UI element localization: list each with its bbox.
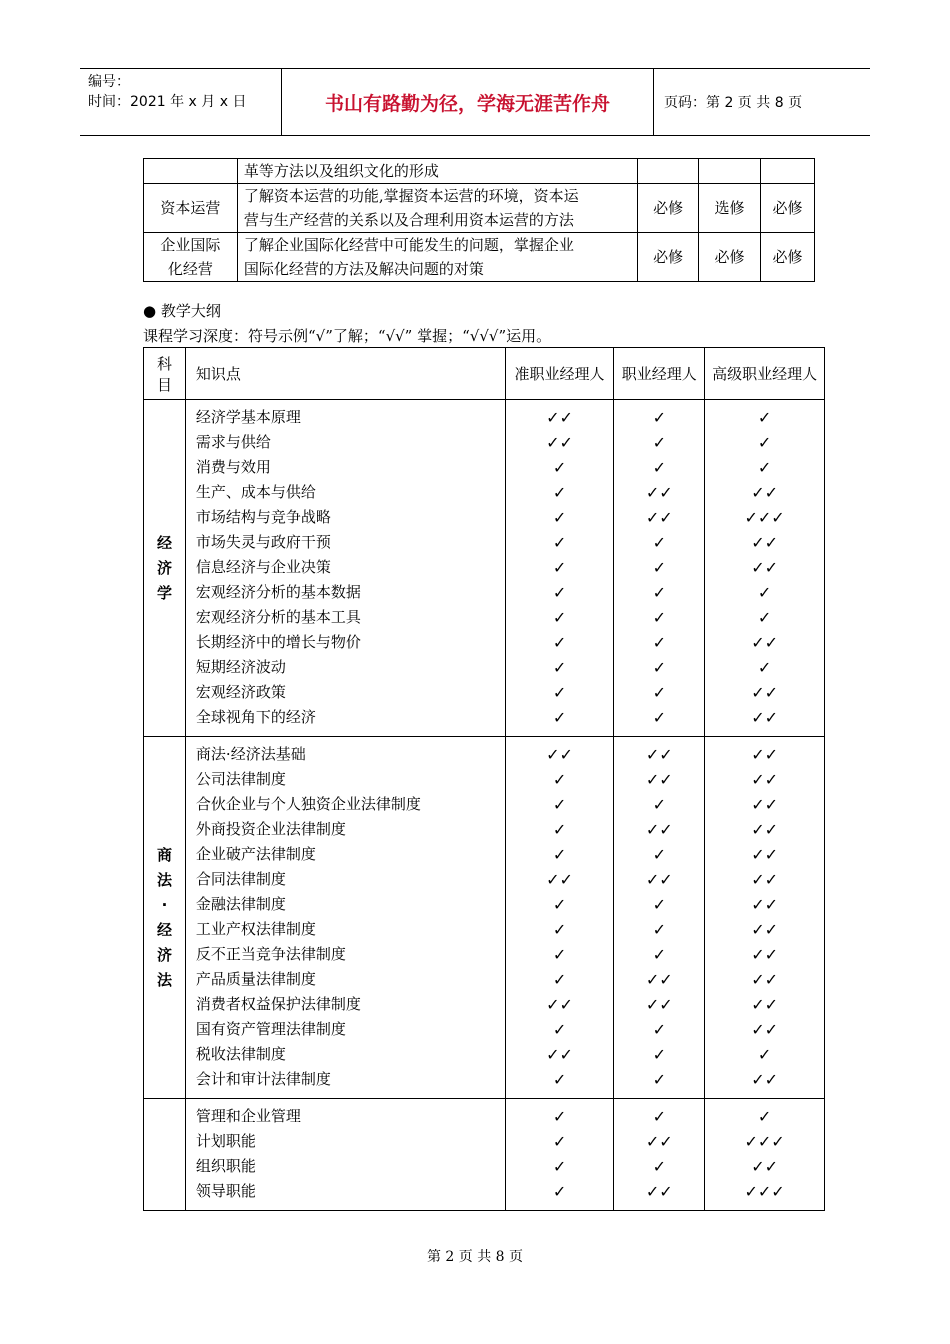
depth-mark: ✓: [552, 945, 567, 964]
column-header-senior-manager: 高级职业经理人: [705, 348, 825, 400]
depth-mark: ✓✓✓: [744, 508, 785, 527]
depth-mark: ✓: [652, 1020, 666, 1039]
depth-mark: ✓✓: [751, 533, 778, 552]
knowledge-point: 经济学基本原理: [195, 408, 301, 426]
depth-mark-column: [614, 1099, 705, 1211]
depth-mark: ✓✓: [645, 745, 673, 764]
knowledge-point: 宏观经济分析的基本工具: [195, 608, 361, 626]
depth-mark: ✓✓: [546, 745, 573, 764]
depth-mark: ✓: [652, 708, 666, 727]
depth-mark: ✓: [652, 658, 666, 677]
requirement-cell: [638, 159, 699, 184]
knowledge-point: 工业产权法律制度: [195, 920, 316, 938]
depth-mark: ✓✓: [751, 1070, 778, 1089]
depth-mark: ✓✓: [751, 870, 778, 889]
depth-mark: ✓: [552, 895, 567, 914]
depth-mark: ✓✓: [645, 770, 673, 789]
depth-mark: ✓✓: [546, 1045, 573, 1064]
knowledge-point-column: [185, 737, 505, 1099]
knowledge-point: 生产、成本与供给: [195, 483, 316, 501]
section-heading: ● 教学大纲: [143, 302, 221, 320]
depth-mark: ✓✓: [645, 970, 673, 989]
requirement-cell: 必修: [761, 184, 815, 233]
description-cell: 了解资本运营的功能,掌握资本运营的环境，资本运 营与生产经营的关系以及合理利用资本运营的方法: [237, 184, 637, 233]
depth-mark: ✓: [652, 1070, 666, 1089]
knowledge-point: 宏观经济分析的基本数据: [195, 583, 361, 601]
depth-mark: ✓: [552, 458, 567, 477]
depth-mark: ✓: [552, 1182, 567, 1201]
depth-mark: ✓: [652, 945, 666, 964]
depth-mark: ✓: [652, 683, 666, 702]
knowledge-point: 反不正当竞争法律制度: [195, 945, 346, 963]
depth-mark: ✓: [652, 920, 666, 939]
depth-mark: ✓✓: [751, 995, 778, 1014]
knowledge-point: 外商投资企业法律制度: [195, 820, 346, 838]
depth-mark: ✓✓: [645, 508, 673, 527]
knowledge-point: 管理和企业管理: [195, 1107, 301, 1125]
depth-mark: ✓✓✓: [744, 1182, 785, 1201]
knowledge-point: 公司法律制度: [195, 770, 286, 788]
subject-char: 济: [156, 945, 172, 964]
subject-char: 法: [156, 970, 172, 989]
depth-mark: ✓: [552, 483, 567, 502]
depth-mark: ✓: [652, 1107, 666, 1126]
subject-char: 经: [156, 533, 172, 552]
column-header-knowledge: 知识点: [185, 348, 505, 400]
depth-mark: ✓✓: [751, 1020, 778, 1039]
header-motto: 书山有路勤为径，学海无涯苦作舟: [282, 69, 654, 135]
depth-mark: ✓: [552, 558, 567, 577]
description-cell: 了解企业国际化经营中可能发生的问题，掌握企业 国际化经营的方法及解决问题的对策: [237, 233, 637, 282]
doc-number-label: 编号：: [88, 74, 130, 90]
depth-mark: ✓✓: [645, 483, 673, 502]
header-page-label: 页码：第 2 页 共 8 页: [664, 95, 803, 111]
depth-mark: ✓: [552, 970, 567, 989]
course-requirement-table: [143, 158, 815, 282]
subject-cell: 资本运营: [144, 184, 238, 233]
requirement-cell: [761, 159, 815, 184]
requirement-cell: 必修: [638, 184, 699, 233]
depth-mark: ✓✓: [751, 945, 778, 964]
depth-mark: ✓✓: [751, 795, 778, 814]
depth-mark: ✓✓: [751, 845, 778, 864]
knowledge-point: 领导职能: [195, 1182, 256, 1200]
knowledge-point: 短期经济波动: [195, 658, 286, 676]
syllabus-table: [143, 347, 825, 1211]
table-row: [144, 159, 815, 184]
subject-char: 法: [156, 870, 172, 889]
depth-mark: ✓: [552, 920, 567, 939]
column-header-manager: 职业经理人: [614, 348, 705, 400]
depth-mark: ✓: [552, 770, 567, 789]
depth-mark: ✓: [552, 683, 567, 702]
column-header-associate-manager: 准职业经理人: [505, 348, 614, 400]
depth-mark: ✓: [552, 583, 567, 602]
knowledge-point: 市场结构与竞争战略: [195, 508, 331, 526]
depth-mark-column: [614, 737, 705, 1099]
depth-mark: ✓: [652, 408, 666, 427]
depth-mark: ✓✓: [751, 483, 778, 502]
depth-mark: ✓: [652, 633, 666, 652]
knowledge-point: 商法·经济法基础: [195, 745, 306, 763]
depth-mark: ✓: [652, 433, 666, 452]
depth-mark: ✓: [652, 533, 666, 552]
knowledge-point: 组织职能: [195, 1157, 256, 1175]
depth-mark: ✓: [652, 458, 666, 477]
depth-mark: ✓✓: [751, 558, 778, 577]
depth-mark: ✓✓: [645, 820, 673, 839]
knowledge-point-column: [185, 1099, 505, 1211]
depth-mark: ✓: [652, 845, 666, 864]
subject-char: 学: [156, 583, 172, 602]
subject-group-row: [144, 737, 825, 1099]
knowledge-point: 宏观经济政策: [195, 683, 286, 701]
depth-mark: ✓: [652, 1157, 666, 1176]
depth-mark: ✓✓: [751, 1157, 778, 1176]
knowledge-point: 长期经济中的增长与物价: [195, 633, 361, 651]
depth-mark: ✓: [552, 1157, 567, 1176]
depth-mark: ✓✓: [546, 870, 573, 889]
requirement-cell: 必修: [761, 233, 815, 282]
table-row: [144, 184, 815, 233]
depth-mark: ✓✓✓: [744, 1132, 785, 1151]
table-header-row: [144, 348, 825, 400]
depth-mark: ✓: [757, 1107, 772, 1126]
depth-mark-column: [705, 737, 825, 1099]
depth-mark: ✓✓: [751, 708, 778, 727]
requirement-cell: [699, 159, 761, 184]
depth-mark: ✓✓: [546, 408, 573, 427]
page-footer: 第 2 页 共 8 页: [426, 1249, 524, 1265]
depth-mark: ✓: [757, 608, 772, 627]
depth-mark: ✓: [757, 458, 772, 477]
depth-mark: ✓✓: [751, 920, 778, 939]
depth-mark: ✓: [552, 1107, 567, 1126]
subject-cell: [144, 737, 186, 1099]
depth-mark: ✓: [552, 1070, 567, 1089]
subject-cell: [144, 159, 238, 184]
knowledge-point: 计划职能: [195, 1132, 256, 1150]
depth-mark-column: [614, 400, 705, 737]
subject-cell: [144, 1099, 186, 1211]
subject-cell: [144, 400, 186, 737]
subject-group-row: [144, 1099, 825, 1211]
depth-mark: ✓: [552, 533, 567, 552]
depth-mark: ✓: [552, 708, 567, 727]
knowledge-point: 产品质量法律制度: [195, 970, 316, 988]
depth-mark: ✓✓: [546, 433, 573, 452]
knowledge-point: 消费者权益保护法律制度: [195, 995, 361, 1013]
knowledge-point: 国有资产管理法律制度: [195, 1020, 346, 1038]
depth-mark: ✓: [652, 608, 666, 627]
depth-mark: ✓: [652, 895, 666, 914]
depth-mark: ✓: [552, 845, 567, 864]
depth-mark: ✓: [757, 658, 772, 677]
depth-mark-column: [505, 1099, 614, 1211]
knowledge-point: 金融法律制度: [195, 895, 286, 913]
depth-mark: ✓✓: [751, 683, 778, 702]
depth-mark: ✓✓: [546, 995, 573, 1014]
depth-mark-column: [505, 400, 614, 737]
knowledge-point: 消费与效用: [195, 458, 271, 476]
depth-mark: ✓: [757, 1045, 772, 1064]
depth-mark: ✓: [552, 633, 567, 652]
page-header: [80, 68, 870, 136]
depth-mark: ✓: [652, 1045, 666, 1064]
subject-char: 商: [156, 845, 172, 864]
doc-time-label: 时间：2021 年 x 月 x 日: [88, 94, 247, 110]
requirement-cell: 必修: [638, 233, 699, 282]
knowledge-point: 合伙企业与个人独资企业法律制度: [195, 795, 421, 813]
description-cell: 革等方法以及组织文化的形成: [237, 159, 637, 184]
knowledge-point: 企业破产法律制度: [195, 845, 316, 863]
depth-mark: ✓✓: [751, 895, 778, 914]
header-info: [80, 69, 282, 135]
depth-mark: ✓: [652, 558, 666, 577]
depth-mark: ✓: [552, 608, 567, 627]
knowledge-point: 信息经济与企业决策: [195, 558, 331, 576]
depth-mark: ✓: [552, 1020, 567, 1039]
depth-mark: ✓: [757, 583, 772, 602]
knowledge-point: 会计和审计法律制度: [195, 1070, 331, 1088]
depth-mark: ✓: [652, 583, 666, 602]
depth-mark: ✓✓: [751, 633, 778, 652]
knowledge-point: 合同法律制度: [195, 870, 286, 888]
depth-mark: ✓✓: [645, 1182, 673, 1201]
depth-mark: ✓: [552, 820, 567, 839]
depth-mark-column: [705, 400, 825, 737]
table-row: [144, 233, 815, 282]
depth-mark-column: [705, 1099, 825, 1211]
requirement-cell: 选修: [699, 184, 761, 233]
requirement-cell: 必修: [699, 233, 761, 282]
subject-char: 经: [156, 920, 172, 939]
subject-char: ·: [161, 895, 168, 914]
depth-mark: ✓: [757, 433, 772, 452]
subject-char: 济: [156, 558, 172, 577]
depth-mark: ✓: [552, 508, 567, 527]
knowledge-point-column: [185, 400, 505, 737]
column-header-subject: 科 目: [144, 348, 186, 400]
depth-mark: ✓: [552, 1132, 567, 1151]
knowledge-point: 市场失灵与政府干预: [195, 533, 331, 551]
depth-mark: ✓✓: [645, 870, 673, 889]
depth-mark: ✓: [552, 658, 567, 677]
knowledge-point: 税收法律制度: [195, 1045, 286, 1063]
subject-cell: 企业国际 化经营: [144, 233, 238, 282]
depth-mark: ✓✓: [751, 745, 778, 764]
knowledge-point: 全球视角下的经济: [195, 708, 316, 726]
subject-group-row: [144, 400, 825, 737]
depth-mark: ✓: [552, 795, 567, 814]
depth-mark: ✓✓: [751, 770, 778, 789]
depth-mark: ✓✓: [645, 995, 673, 1014]
depth-mark: ✓: [652, 795, 666, 814]
depth-mark-column: [505, 737, 614, 1099]
depth-mark: ✓✓: [751, 970, 778, 989]
depth-legend: 课程学习深度：符号示例“√”了解；“√√” 掌握；“√√√”运用。: [143, 327, 552, 345]
depth-mark: ✓✓: [751, 820, 778, 839]
depth-mark: ✓: [757, 408, 772, 427]
depth-mark: ✓✓: [645, 1132, 673, 1151]
knowledge-point: 需求与供给: [195, 433, 271, 451]
